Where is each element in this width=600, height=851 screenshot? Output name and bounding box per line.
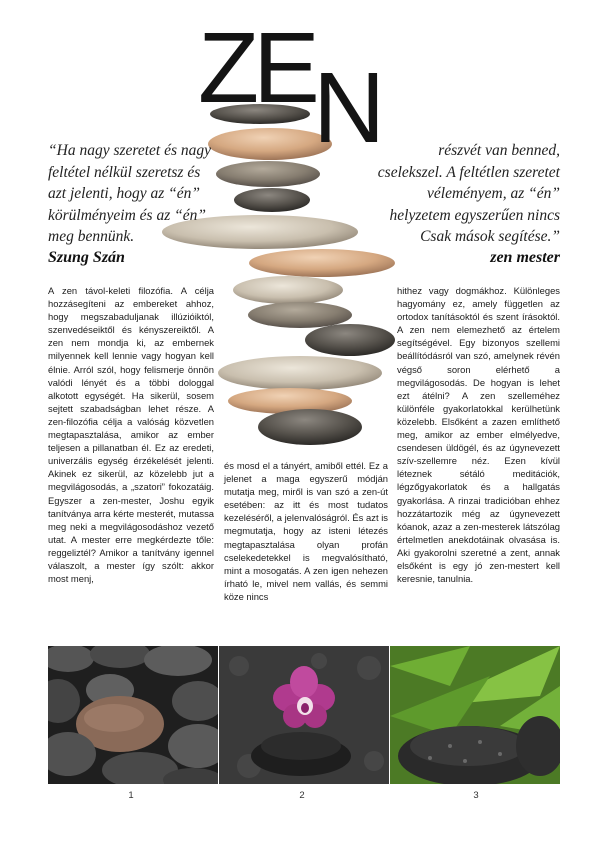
photo-caption-2: 2 [299, 790, 305, 801]
stone [249, 249, 395, 277]
quote-line: körülményeim és az “én” [48, 206, 206, 224]
stone [233, 276, 343, 304]
stone [305, 324, 395, 356]
quote-left [48, 140, 248, 248]
photo-caption-1: 1 [128, 790, 134, 801]
article-text: hithez vagy dogmákhoz. Különleges hagyomány ez, amely független az ortodox tanításoktól és szent írásoktól. A zen nem elemezhető az értelem segítségével. Egy bizonyos szellemi beállítódásról van szó, amelynek révén végső soron elérhető a megvilágosodás. De hogyan is lehet ezt átélni? A zen szelleméhez különféle gyakorlatokkal kerülhetünk közelebb. Elsőként a zazen említhető meg, amikor az ember elmélyedve, csendesen üldögél, és az úgynevezett szív-szellemre néz. Ezen kívül léteznek sétáló meditációk, légzőgyakorlatok és a hallgatás gyakorlása. A rinzai tradicióban ehhez hozzátartozik még az úgynevezett kóanok, azaz a zen-mesterek látszólag értelmetlen anekdotáinak olvasása is. Aki gyakorolni szeretné a zent, annak elsőként is egy jó zen-mestert kell keresnie, tanulnia. [397, 285, 560, 585]
article-column-right [397, 284, 560, 585]
quote-line: részvét van benned, [438, 142, 560, 159]
title-n: N [313, 52, 386, 164]
quote-line: cselekszel. A feltétlen szeretet [377, 163, 560, 181]
article-column-left [48, 284, 214, 585]
quote-author-left: Szung Szán [48, 249, 125, 266]
title-ze: ZE [198, 12, 314, 124]
article-text: és mosd el a tányért, amiből ettél. Ez a jelenet a maga egyszerű módján mutatja meg, miről is van szó a zen-út esetében: az itt és most tudatos kezeléséről, a jelenvalóságról. És azt is megmutatja, hogy az isteni létezés megtapasztalása olyan profán cselekedetekkel is megvalósítható, mint a mosogatás. A zen igen nehezen írható le, mivel nem vallás, és semmi köze nincs [224, 460, 388, 602]
photo-leaves-stone [390, 646, 560, 784]
photo-wet-pebbles [48, 646, 218, 784]
stone [218, 356, 382, 390]
stone [258, 409, 362, 445]
article-column-middle [224, 459, 388, 603]
stone [228, 388, 352, 414]
quote-line: azt jelenti, hogy az “én” [48, 185, 200, 202]
quote-line: Csak mások segítése.” [420, 228, 560, 245]
quote-line: feltétel nélkül szeretsz és [48, 163, 201, 181]
quote-author-right: zen mester [490, 249, 560, 266]
quote-line: meg bennünk. [48, 228, 135, 245]
quote-line: “Ha nagy szeretet és nagy [48, 142, 212, 159]
quote-line: véleményem, az “én” [427, 185, 560, 202]
quote-line: helyzetem egyszerűen nincs [389, 206, 560, 224]
quote-right [358, 140, 560, 248]
photo-caption-3: 3 [473, 790, 479, 801]
photo-orchid-stone [219, 646, 389, 784]
stone [248, 302, 352, 328]
article-text: A zen távol-keleti filozófia. A célja hozzásegíteni az embereket ahhoz, hogy megszabaduljanak illúzióiktól, szenvedéseiktől és kényszereiktől. A zen nem mondja ki, az embernek milyennek kell lennie vagy hogyan kell élnie. Arról szól, hogy felismerje önnön valódi lényét és a többi dologgal alkotott egységét. Ha sikerül, sosem sejtett szabadságban lehet része. A zen-filozófia célja a valóság közvetlen megtapasztalása, amikor az ember teljesen a pillanatban él. Ez az eredeti, univerzális egység érzékelését jelenti. Akinek ez sikerül, az közelebb jut a megvilágosodás, a „szatori” fokozatáig. Egyszer a zen-mester, Joshu egyik tanítványa arra kérte mesterét, mutassa meg neki a megvilágosodáshoz vezető utat. A mester erre megkérdezte tőle: reggeliztél? Amikor a tanítvány igennel válaszolt, a mester így szólt: akkor most menj, [48, 285, 214, 585]
